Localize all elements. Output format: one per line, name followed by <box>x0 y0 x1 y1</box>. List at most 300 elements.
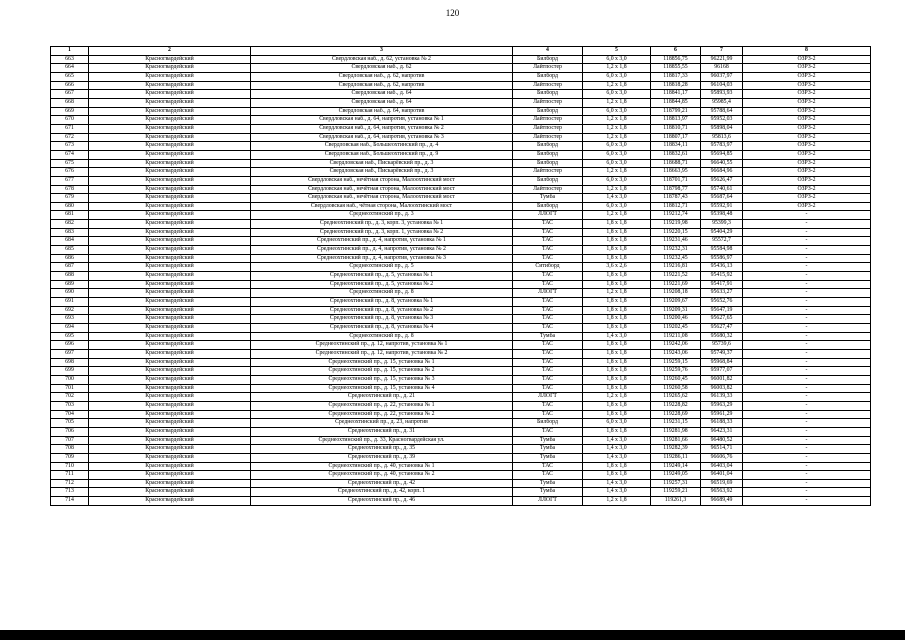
cell-zone: - <box>743 237 871 246</box>
cell-district: Красногвардейский <box>89 211 251 220</box>
table-row <box>51 419 871 428</box>
cell-zone: - <box>743 254 871 263</box>
cell-zone: ОЗРЗ-2 <box>743 107 871 116</box>
cell-district: Красногвардейский <box>89 254 251 263</box>
cell-row-number: 685 <box>51 246 89 255</box>
cell-size: 1,2 х 1,8 <box>583 393 651 402</box>
cell-structure-type: Билборд <box>513 202 583 211</box>
cell-zone: - <box>743 479 871 488</box>
cell-zone: ОЗРЗ-2 <box>743 55 871 64</box>
cell-coord-x: 119231,15 <box>651 419 701 428</box>
cell-coord-x: 119220,15 <box>651 228 701 237</box>
cell-coord-x: 119282,39 <box>651 445 701 454</box>
table-row <box>51 289 871 298</box>
cell-address: Среднеохтинский пр., д. 23, напротив <box>251 419 513 428</box>
table-row <box>51 176 871 185</box>
cell-size: 6,0 х 3,0 <box>583 90 651 99</box>
table-row <box>51 228 871 237</box>
cell-row-number: 699 <box>51 367 89 376</box>
cell-structure-type: Тумба <box>513 445 583 454</box>
cell-size: 1,8 х 1,8 <box>583 349 651 358</box>
cell-coord-y: 96480,52 <box>701 436 743 445</box>
cell-district: Красногвардейский <box>89 72 251 81</box>
cell-coord-x: 118787,43 <box>651 194 701 203</box>
cell-district: Красногвардейский <box>89 324 251 333</box>
cell-zone: - <box>743 211 871 220</box>
cell-coord-y: 96401,04 <box>701 471 743 480</box>
cell-zone: - <box>743 341 871 350</box>
cell-address: Свердловская наб., д. 62 <box>251 64 513 73</box>
cell-district: Красногвардейский <box>89 228 251 237</box>
table-row <box>51 194 871 203</box>
cell-zone: - <box>743 228 871 237</box>
cell-district: Красногвардейский <box>89 64 251 73</box>
cell-zone: ОЗРЗ-2 <box>743 90 871 99</box>
cell-address: Среднеохтинский пр., д. 12, напротив, установка № 1 <box>251 341 513 350</box>
cell-district: Красногвардейский <box>89 358 251 367</box>
cell-zone: ОЗРЗ-2 <box>743 81 871 90</box>
table-row <box>51 211 871 220</box>
cell-row-number: 692 <box>51 306 89 315</box>
cell-coord-x: 119286,11 <box>651 453 701 462</box>
cell-size: 1,8 х 1,8 <box>583 401 651 410</box>
cell-coord-x: 118807,17 <box>651 133 701 142</box>
cell-address: Свердловская наб., д. 62, установка № 2 <box>251 55 513 64</box>
cell-row-number: 665 <box>51 72 89 81</box>
cell-structure-type: Лайтпостер <box>513 124 583 133</box>
cell-zone: - <box>743 349 871 358</box>
table-body <box>51 55 871 505</box>
cell-coord-y: 96168 <box>701 64 743 73</box>
cell-coord-y: 95398,48 <box>701 211 743 220</box>
table-row <box>51 64 871 73</box>
cell-coord-y: 96640,55 <box>701 159 743 168</box>
cell-coord-y: 96188,33 <box>701 419 743 428</box>
cell-row-number: 697 <box>51 349 89 358</box>
cell-size: 1,8 х 1,8 <box>583 410 651 419</box>
cell-coord-y: 96037,97 <box>701 72 743 81</box>
cell-size: 1,4 х 3,0 <box>583 332 651 341</box>
column-header-6: 6 <box>651 47 701 56</box>
cell-district: Красногвардейский <box>89 202 251 211</box>
cell-size: 1,2 х 1,8 <box>583 289 651 298</box>
cell-size: 6,0 х 3,0 <box>583 150 651 159</box>
cell-coord-x: 119200,46 <box>651 315 701 324</box>
cell-size: 1,8 х 1,8 <box>583 462 651 471</box>
cell-row-number: 663 <box>51 55 89 64</box>
cell-coord-x: 118798,77 <box>651 185 701 194</box>
cell-coord-y: 96139,33 <box>701 393 743 402</box>
cell-district: Красногвардейский <box>89 289 251 298</box>
cell-structure-type: Билборд <box>513 159 583 168</box>
cell-structure-type: Билборд <box>513 176 583 185</box>
cell-structure-type: Билборд <box>513 419 583 428</box>
cell-coord-y: 95694,85 <box>701 150 743 159</box>
table-row <box>51 436 871 445</box>
cell-zone: - <box>743 263 871 272</box>
cell-coord-x: 118832,61 <box>651 150 701 159</box>
cell-coord-y: 95436,13 <box>701 263 743 272</box>
cell-district: Красногвардейский <box>89 471 251 480</box>
cell-zone: - <box>743 358 871 367</box>
cell-size: 1,8 х 1,8 <box>583 427 651 436</box>
cell-address: Среднеохтинский пр., д. 22, установка № 1 <box>251 401 513 410</box>
cell-row-number: 668 <box>51 98 89 107</box>
cell-coord-y: 96689,49 <box>701 497 743 506</box>
column-header-4: 4 <box>513 47 583 56</box>
cell-address: Среднеохтинский пр., д. 40, установка № 1 <box>251 462 513 471</box>
cell-address: Свердловская наб., д. 64, напротив <box>251 107 513 116</box>
cell-size: 1,2 х 1,8 <box>583 98 651 107</box>
table-row <box>51 306 871 315</box>
table-row <box>51 107 871 116</box>
cell-row-number: 678 <box>51 185 89 194</box>
cell-district: Красногвардейский <box>89 280 251 289</box>
cell-district: Красногвардейский <box>89 133 251 142</box>
cell-row-number: 680 <box>51 202 89 211</box>
cell-coord-x: 119259,76 <box>651 367 701 376</box>
cell-structure-type: ТАС <box>513 384 583 393</box>
cell-row-number: 669 <box>51 107 89 116</box>
cell-zone: - <box>743 488 871 497</box>
cell-coord-y: 95592,91 <box>701 202 743 211</box>
cell-size: 1,4 х 3,0 <box>583 453 651 462</box>
cell-structure-type: ТАС <box>513 315 583 324</box>
cell-zone: - <box>743 306 871 315</box>
cell-row-number: 683 <box>51 228 89 237</box>
cell-structure-type: ТАС <box>513 246 583 255</box>
cell-district: Красногвардейский <box>89 375 251 384</box>
cell-coord-y: 95417,91 <box>701 280 743 289</box>
cell-size: 1,2 х 1,8 <box>583 116 651 125</box>
cell-zone: - <box>743 375 871 384</box>
cell-structure-type: ТАС <box>513 237 583 246</box>
cell-coord-y: 96514,71 <box>701 445 743 454</box>
cell-size: 6,0 х 3,0 <box>583 72 651 81</box>
table-row <box>51 367 871 376</box>
table-row <box>51 298 871 307</box>
cell-coord-y: 95961,29 <box>701 410 743 419</box>
cell-coord-y: 95740,61 <box>701 185 743 194</box>
cell-zone: ОЗРЗ-2 <box>743 124 871 133</box>
table-row <box>51 168 871 177</box>
cell-address: Свердловская наб., д. 64, напротив, установка № 3 <box>251 133 513 142</box>
scan-bottom-edge <box>0 630 905 640</box>
cell-coord-y: 96519,69 <box>701 479 743 488</box>
cell-zone: ОЗРЗ-2 <box>743 202 871 211</box>
cell-zone: ОЗРЗ-2 <box>743 150 871 159</box>
cell-coord-x: 119202,45 <box>651 324 701 333</box>
cell-district: Красногвардейский <box>89 445 251 454</box>
cell-zone: - <box>743 427 871 436</box>
cell-zone: - <box>743 410 871 419</box>
cell-address: Среднеохтинский пр., д. 5 <box>251 263 513 272</box>
table-row <box>51 479 871 488</box>
cell-coord-x: 119281,98 <box>651 427 701 436</box>
cell-district: Красногвардейский <box>89 332 251 341</box>
cell-coord-y: 95813,6 <box>701 133 743 142</box>
cell-coord-x: 119211,08 <box>651 332 701 341</box>
cell-coord-x: 119209,67 <box>651 298 701 307</box>
cell-address: Свердловская наб., Большеохтинский пр., д. 4 <box>251 142 513 151</box>
cell-coord-x: 119219,98 <box>651 220 701 229</box>
cell-address: Среднеохтинский пр., д. 15, установка № 1 <box>251 358 513 367</box>
cell-district: Красногвардейский <box>89 176 251 185</box>
cell-address: Среднеохтинский пр., д. 3, корп. 3, установка № 1 <box>251 220 513 229</box>
cell-zone: - <box>743 453 871 462</box>
cell-address: Среднеохтинский пр., д. 15, установка № 4 <box>251 384 513 393</box>
cell-coord-x: 118856,75 <box>651 55 701 64</box>
cell-coord-y: 95404,29 <box>701 228 743 237</box>
cell-size: 1,2 х 1,8 <box>583 124 651 133</box>
cell-address: Среднеохтинский пр., д. 39 <box>251 453 513 462</box>
cell-address: Среднеохтинский пр., д. 31 <box>251 427 513 436</box>
cell-structure-type: Билборд <box>513 90 583 99</box>
cell-zone: ОЗРЗ-2 <box>743 64 871 73</box>
cell-structure-type: Тумба <box>513 488 583 497</box>
cell-coord-x: 118810,71 <box>651 124 701 133</box>
table-row <box>51 488 871 497</box>
cell-structure-type: Билборд <box>513 142 583 151</box>
cell-zone: ОЗРЗ-2 <box>743 142 871 151</box>
cell-row-number: 677 <box>51 176 89 185</box>
advertising-structures-table <box>50 46 871 506</box>
cell-size: 1,8 х 1,8 <box>583 272 651 281</box>
cell-coord-y: 96001,82 <box>701 375 743 384</box>
cell-district: Красногвардейский <box>89 55 251 64</box>
table-row <box>51 462 871 471</box>
table-row <box>51 254 871 263</box>
cell-coord-y: 95584,98 <box>701 246 743 255</box>
cell-coord-x: 119242,06 <box>651 341 701 350</box>
table-row <box>51 237 871 246</box>
cell-address: Среднеохтинский пр., д. 4, напротив, установка № 1 <box>251 237 513 246</box>
cell-row-number: 698 <box>51 358 89 367</box>
cell-coord-x: 119232,31 <box>651 246 701 255</box>
cell-address: Среднеохтинский пр., д. 42 <box>251 479 513 488</box>
cell-size: 1,8 х 1,8 <box>583 298 651 307</box>
column-header-2: 2 <box>89 47 251 56</box>
cell-size: 1,8 х 1,8 <box>583 324 651 333</box>
cell-structure-type: ТАС <box>513 462 583 471</box>
cell-size: 1,2 х 1,8 <box>583 211 651 220</box>
cell-zone: ОЗРЗ-2 <box>743 72 871 81</box>
cell-address: Свердловская наб., д. 62, напротив <box>251 72 513 81</box>
cell-zone: ОЗРЗ-2 <box>743 194 871 203</box>
table-row <box>51 445 871 454</box>
cell-structure-type: Лайтпостер <box>513 64 583 73</box>
cell-address: Свердловская наб., Большеохтинский пр., д. 9 <box>251 150 513 159</box>
cell-row-number: 675 <box>51 159 89 168</box>
cell-coord-x: 119221,69 <box>651 280 701 289</box>
cell-coord-x: 119249,14 <box>651 462 701 471</box>
cell-size: 1,2 х 1,8 <box>583 185 651 194</box>
cell-size: 1,8 х 1,8 <box>583 246 651 255</box>
cell-address: Свердловская наб., д. 62, напротив <box>251 81 513 90</box>
cell-structure-type: ТАС <box>513 410 583 419</box>
cell-structure-type: ТАС <box>513 427 583 436</box>
cell-district: Красногвардейский <box>89 107 251 116</box>
cell-row-number: 703 <box>51 401 89 410</box>
cell-coord-y: 95749,37 <box>701 349 743 358</box>
cell-structure-type: ТАС <box>513 254 583 263</box>
cell-district: Красногвардейский <box>89 315 251 324</box>
cell-size: 1,2 х 1,8 <box>583 497 651 506</box>
cell-size: 6,0 х 3,0 <box>583 142 651 151</box>
cell-coord-x: 118663,95 <box>651 168 701 177</box>
cell-coord-x: 119231,46 <box>651 237 701 246</box>
cell-size: 6,0 х 3,0 <box>583 107 651 116</box>
cell-zone: - <box>743 220 871 229</box>
cell-structure-type: Билборд <box>513 55 583 64</box>
cell-structure-type: Лайтпостер <box>513 98 583 107</box>
cell-size: 1,8 х 1,8 <box>583 228 651 237</box>
table-row <box>51 410 871 419</box>
cell-structure-type: Тумба <box>513 453 583 462</box>
cell-address: Среднеохтинский пр., д. 40, установка № 2 <box>251 471 513 480</box>
cell-address: Свердловская наб., д. 64, напротив, установка № 2 <box>251 124 513 133</box>
cell-coord-y: 95572,7 <box>701 237 743 246</box>
cell-coord-y: 95788,64 <box>701 107 743 116</box>
cell-address: Среднеохтинский пр., д. 8, установка № 4 <box>251 324 513 333</box>
cell-size: 1,8 х 1,8 <box>583 280 651 289</box>
cell-structure-type: Билборд <box>513 72 583 81</box>
cell-address: Среднеохтинский пр., д. 12, напротив, установка № 2 <box>251 349 513 358</box>
cell-address: Среднеохтинский пр., д. 22, установка № 2 <box>251 410 513 419</box>
cell-row-number: 667 <box>51 90 89 99</box>
cell-coord-x: 118844,85 <box>651 98 701 107</box>
cell-row-number: 676 <box>51 168 89 177</box>
cell-size: 1,8 х 1,8 <box>583 306 651 315</box>
cell-coord-y: 95399,3 <box>701 220 743 229</box>
cell-row-number: 682 <box>51 220 89 229</box>
cell-row-number: 705 <box>51 419 89 428</box>
cell-row-number: 690 <box>51 289 89 298</box>
cell-district: Красногвардейский <box>89 462 251 471</box>
cell-district: Красногвардейский <box>89 220 251 229</box>
cell-structure-type: ТАС <box>513 228 583 237</box>
cell-coord-x: 118834,11 <box>651 142 701 151</box>
cell-coord-x: 119260,45 <box>651 375 701 384</box>
cell-address: Среднеохтинский пр., д. 5, установка № 1 <box>251 272 513 281</box>
cell-address: Среднеохтинский пр., д. 46 <box>251 497 513 506</box>
cell-address: Свердловская наб., нечётная сторона, Малоохтинский мост <box>251 185 513 194</box>
cell-district: Красногвардейский <box>89 488 251 497</box>
cell-district: Красногвардейский <box>89 436 251 445</box>
cell-zone: - <box>743 419 871 428</box>
cell-district: Красногвардейский <box>89 497 251 506</box>
cell-size: 1,4 х 3,0 <box>583 445 651 454</box>
cell-row-number: 712 <box>51 479 89 488</box>
cell-size: 6,0 х 3,0 <box>583 202 651 211</box>
cell-zone: ОЗРЗ-2 <box>743 98 871 107</box>
table-row <box>51 315 871 324</box>
cell-district: Красногвардейский <box>89 90 251 99</box>
page-number: 120 <box>445 8 460 18</box>
cell-zone: - <box>743 436 871 445</box>
cell-district: Красногвардейский <box>89 185 251 194</box>
cell-structure-type: Тумба <box>513 194 583 203</box>
cell-zone: - <box>743 471 871 480</box>
cell-structure-type: ТАС <box>513 341 583 350</box>
cell-coord-x: 119249,05 <box>651 471 701 480</box>
cell-size: 6,0 х 3,0 <box>583 176 651 185</box>
cell-district: Красногвардейский <box>89 272 251 281</box>
cell-coord-y: 95627,47 <box>701 324 743 333</box>
cell-district: Красногвардейский <box>89 427 251 436</box>
cell-size: 1,8 х 1,8 <box>583 471 651 480</box>
cell-zone: - <box>743 462 871 471</box>
cell-row-number: 693 <box>51 315 89 324</box>
cell-size: 1,2 х 1,8 <box>583 64 651 73</box>
cell-structure-type: ТАС <box>513 306 583 315</box>
cell-size: 1,8 х 1,8 <box>583 384 651 393</box>
cell-row-number: 691 <box>51 298 89 307</box>
table-row <box>51 427 871 436</box>
table-row <box>51 341 871 350</box>
cell-coord-y: 95898,04 <box>701 124 743 133</box>
cell-structure-type: ТАС <box>513 220 583 229</box>
cell-coord-y: 95680,32 <box>701 332 743 341</box>
cell-row-number: 714 <box>51 497 89 506</box>
cell-coord-y: 95647,19 <box>701 306 743 315</box>
cell-zone: - <box>743 280 871 289</box>
cell-address: Среднеохтинский пр., д. 15, установка № 3 <box>251 375 513 384</box>
table-row <box>51 393 871 402</box>
column-header-3: 3 <box>251 47 513 56</box>
cell-district: Красногвардейский <box>89 410 251 419</box>
cell-district: Красногвардейский <box>89 116 251 125</box>
cell-structure-type: Тумба <box>513 479 583 488</box>
cell-row-number: 688 <box>51 272 89 281</box>
cell-structure-type: ТАС <box>513 471 583 480</box>
cell-coord-x: 119209,31 <box>651 306 701 315</box>
cell-coord-x: 119257,31 <box>651 479 701 488</box>
cell-row-number: 666 <box>51 81 89 90</box>
cell-coord-x: 118701,71 <box>651 176 701 185</box>
cell-coord-x: 119261,3 <box>651 497 701 506</box>
table-row <box>51 332 871 341</box>
table-row <box>51 263 871 272</box>
cell-structure-type: ЛЛОГТ <box>513 211 583 220</box>
cell-structure-type: Тумба <box>513 332 583 341</box>
cell-coord-y: 95977,07 <box>701 367 743 376</box>
column-header-1: 1 <box>51 47 89 56</box>
cell-coord-x: 119216,81 <box>651 263 701 272</box>
table-row <box>51 453 871 462</box>
cell-row-number: 707 <box>51 436 89 445</box>
cell-size: 1,8 х 1,8 <box>583 315 651 324</box>
cell-zone: ОЗРЗ-2 <box>743 133 871 142</box>
cell-district: Красногвардейский <box>89 263 251 272</box>
cell-coord-x: 119243,06 <box>651 349 701 358</box>
cell-coord-x: 119265,62 <box>651 393 701 402</box>
cell-address: Свердловская наб., нечётная сторона, Малоохтинский мост <box>251 194 513 203</box>
column-header-8: 8 <box>743 47 871 56</box>
cell-zone: ОЗРЗ-2 <box>743 116 871 125</box>
cell-coord-y: 95633,27 <box>701 289 743 298</box>
cell-row-number: 671 <box>51 124 89 133</box>
cell-coord-x: 119212,74 <box>651 211 701 220</box>
cell-district: Красногвардейский <box>89 384 251 393</box>
cell-coord-x: 119259,15 <box>651 358 701 367</box>
cell-address: Свердловская наб., д. 64 <box>251 90 513 99</box>
cell-structure-type: ТАС <box>513 367 583 376</box>
table-row <box>51 116 871 125</box>
header-row <box>51 47 871 56</box>
cell-structure-type: ЛЛОГТ <box>513 393 583 402</box>
cell-structure-type: ТАС <box>513 375 583 384</box>
